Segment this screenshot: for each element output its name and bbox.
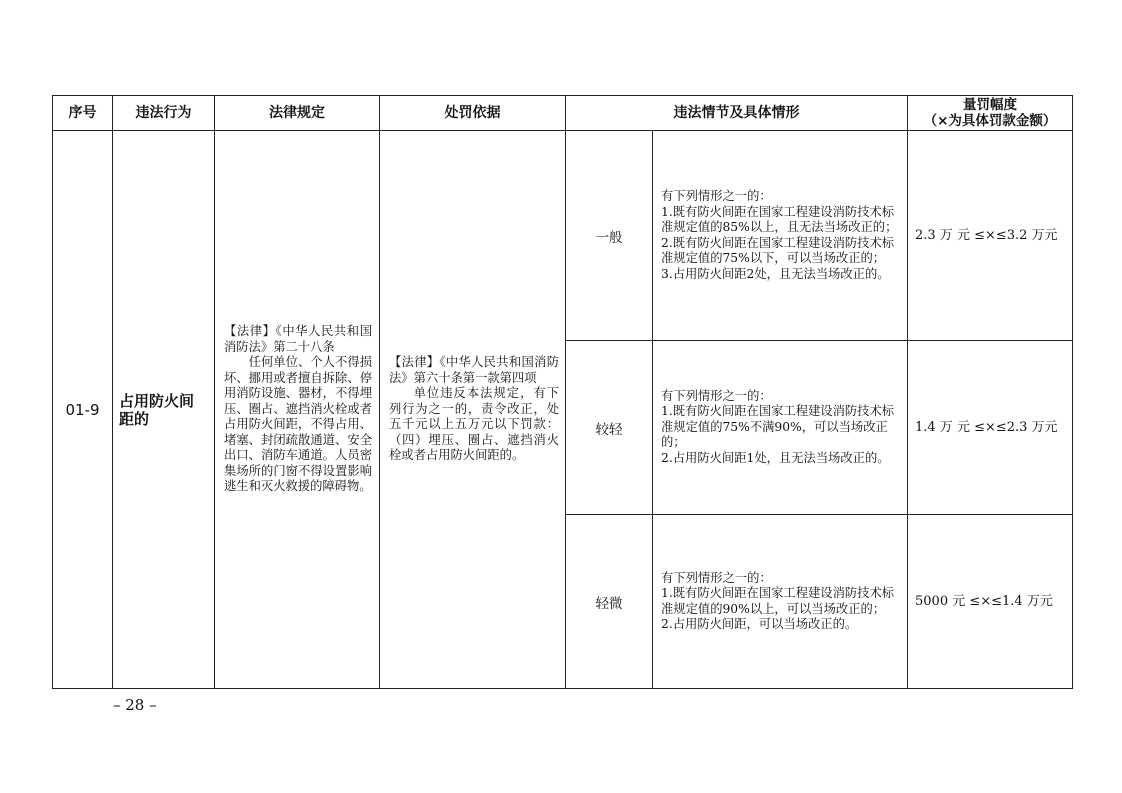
header-basis: 处罚依据 [380, 96, 566, 131]
header-seq: 序号 [53, 96, 113, 131]
row-basis [380, 131, 566, 689]
level-fine-range: 2.3 万 元 ≤×≤3.2 万元 [908, 131, 1073, 341]
circumstance-item: 2.既有防火间距在国家工程建设消防技术标准规定值的75%以下，可以当场改正的； [661, 235, 895, 265]
header-behavior: 违法行为 [113, 96, 215, 131]
level-circumstances [653, 341, 908, 515]
header-row [53, 96, 1073, 131]
circumstance-item: 1.既有防火间距在国家工程建设消防技术标准规定值的85%以上，且无法当场改正的； [661, 204, 898, 234]
law-title: 【法律】《中华人民共和国消防法》第二十八条 [224, 324, 372, 354]
level-label: 较轻 [566, 341, 653, 515]
circumstance-item: 1.既有防火间距在国家工程建设消防技术标准规定值的90%以上，可以当场改正的； [661, 586, 895, 616]
header-law: 法律规定 [215, 96, 380, 131]
page-number: – 28 – [113, 696, 157, 714]
circumstance-intro: 有下列情形之一的： [661, 388, 772, 403]
circumstance-intro: 有下列情形之一的： [661, 189, 772, 203]
circumstance-item: 1.既有防火间距在国家工程建设消防技术标准规定值的75%不满90%，可以当场改正的； [661, 404, 895, 450]
table-row-level-1 [53, 131, 1073, 341]
basis-title: 【法律】《中华人民共和国消防法》第六十条第一款第四项 [389, 355, 559, 385]
level-circumstances [653, 131, 908, 341]
level-fine-range: 1.4 万 元 ≤×≤2.3 万元 [908, 341, 1073, 515]
circumstance-item: 2.占用防火间距1处，且无法当场改正的。 [661, 450, 890, 465]
header-range-line1: 量罚幅度 [963, 97, 1017, 113]
row-law [215, 131, 380, 689]
law-text: 任何单位、个人不得损坏、挪用或者擅自拆除、停用消防设施、器材，不得埋压、圈占、遮挡消火栓或者占用防火间距，不得占用、堵塞、封闭疏散通道、安全出口、消防车通道。人员密集场所的门窗不得设置影响逃生和灭火救援的障碍物。 [224, 355, 372, 494]
header-circumstances: 违法情节及具体情形 [566, 96, 908, 131]
level-label: 一般 [566, 131, 653, 341]
header-range [908, 96, 1073, 131]
circumstance-intro: 有下列情形之一的： [661, 570, 772, 585]
basis-text: 单位违反本法规定，有下列行为之一的，责令改正，处五千元以上五万元以下罚款：（四）埋压、圈占、遮挡消火栓或者占用防火间距的。 [389, 386, 559, 463]
level-fine-range: 5000 元 ≤×≤1.4 万元 [908, 515, 1073, 689]
header-range-line2: （×为具体罚款金额） [923, 113, 1057, 129]
circumstance-item: 3.占用防火间距2处，且无法当场改正的。 [661, 266, 890, 281]
level-label: 轻微 [566, 515, 653, 689]
level-circumstances [653, 515, 908, 689]
penalty-table [52, 95, 1073, 689]
circumstance-item: 2.占用防火间距，可以当场改正的。 [661, 617, 858, 631]
row-behavior: 占用防火间距的 [113, 131, 215, 689]
row-code: 01-9 [53, 131, 113, 689]
